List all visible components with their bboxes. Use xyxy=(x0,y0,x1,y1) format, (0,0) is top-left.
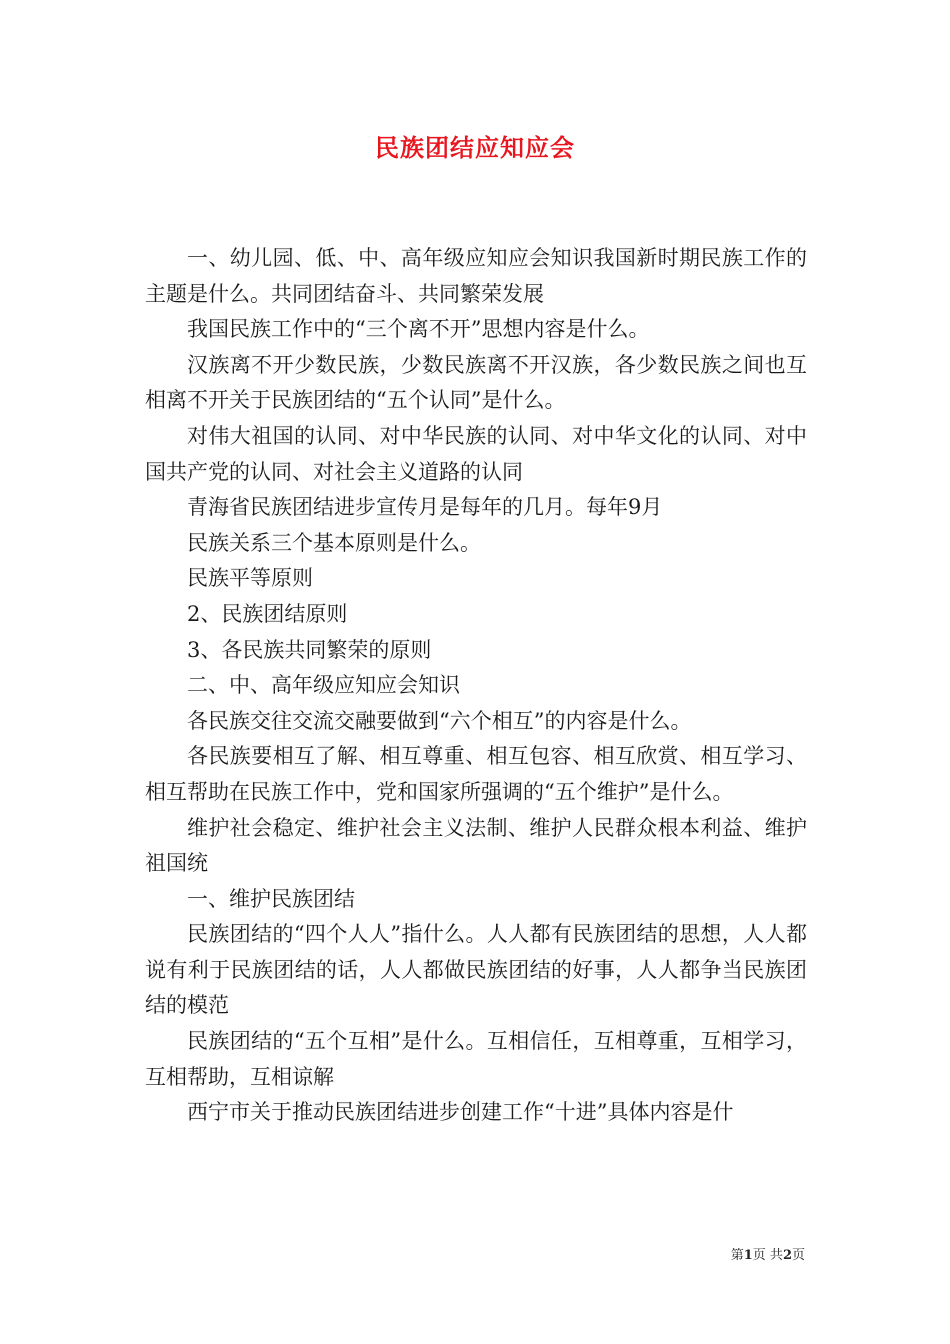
footer-middle: 页 共 xyxy=(752,1248,783,1263)
paragraph: 汉族离不开少数民族，少数民族离不开汉族，各少数民族之间也互相离不开关于民族团结的“五个认同”是什么。 xyxy=(145,352,807,413)
paragraph: 二、中、高年级应知应会知识 xyxy=(187,673,460,698)
current-page-number: 1 xyxy=(743,1248,753,1263)
paragraph: 2、民族团结原则 xyxy=(187,601,348,626)
page-title: 民族团结应知应会 xyxy=(375,133,575,162)
paragraph: 一、幼儿园、低、中、高年级应知应会知识我国新时期民族工作的主题是什么。共同团结奋斗、共同繁荣发展 xyxy=(145,246,807,306)
total-pages-number: 2 xyxy=(782,1248,792,1263)
footer-prefix: 第 xyxy=(730,1248,744,1263)
paragraph: 西宁市关于推动民族团结进步创建工作“十进”具体内容是什 xyxy=(187,1100,734,1125)
paragraph: 维护社会稳定、维护社会主义法制、维护人民群众根本利益、维护祖国统 xyxy=(145,815,807,876)
paragraph: 民族关系三个基本原则是什么。 xyxy=(187,530,481,555)
document-body xyxy=(145,241,807,1131)
paragraph: 民族团结的“五个互相”是什么。互相信任，互相尊重，互相学习，互相帮助，互相谅解 xyxy=(145,1029,807,1089)
paragraph: 我国民族工作中的“三个离不开”思想内容是什么。 xyxy=(187,317,650,342)
paragraph: 各民族交往交流交融要做到“六个相互”的内容是什么。 xyxy=(187,708,692,733)
paragraph: 各民族要相互了解、相互尊重、相互包容、相互欣赏、相互学习、相互帮助在民族工作中，党和国家所强调的“五个维护”是什么。 xyxy=(145,744,807,804)
paragraph: 青海省民族团结进步宣传月是每年的几月。每年9月 xyxy=(187,495,663,520)
footer-suffix: 页 xyxy=(791,1248,805,1263)
paragraph: 一、维护民族团结 xyxy=(187,886,355,911)
paragraph: 民族平等原则 xyxy=(187,566,313,591)
page-number-footer xyxy=(731,1244,805,1263)
paragraph: 民族团结的“四个人人”指什么。人人都有民族团结的思想，人人都说有利于民族团结的话，人人都做民族团结的好事，人人都争当民族团结的模范 xyxy=(145,922,807,1018)
paragraph: 对伟大祖国的认同、对中华民族的认同、对中华文化的认同、对中国共产党的认同、对社会主义道路的认同 xyxy=(145,423,807,484)
paragraph: 3、各民族共同繁荣的原则 xyxy=(187,637,432,662)
